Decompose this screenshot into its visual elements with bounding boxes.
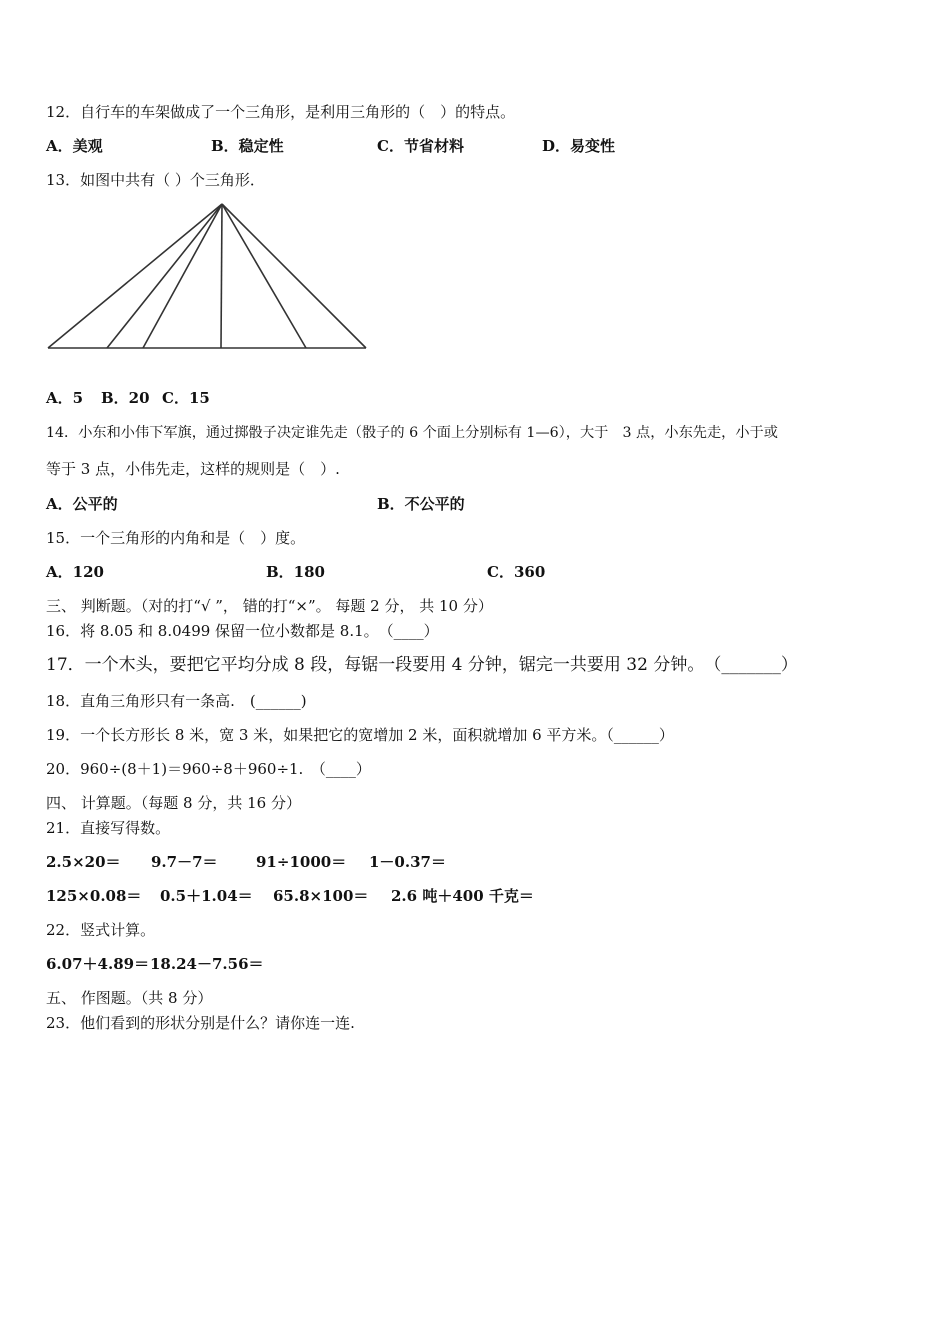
q12-option-d: D．易变性 xyxy=(542,137,616,155)
q18: 18．直角三角形只有一条高. (______) xyxy=(46,692,307,710)
q19: 19．一个长方形长 8 米，宽 3 米，如果把它的宽增加 2 米，面积就增加 6 平方米。（______） xyxy=(46,726,674,744)
section5-title: 五、 作图题。（共 8 分） xyxy=(46,989,213,1007)
calc-item: 91÷1000＝ xyxy=(256,853,347,871)
q13-triangle-figure xyxy=(40,198,380,358)
q16: 16．将 8.05 和 8.0499 保留一位小数都是 8.1。 （____） xyxy=(46,622,439,640)
section4-title: 四、 计算题。（每题 8 分，共 16 分） xyxy=(46,794,301,812)
q22: 22．竖式计算。 xyxy=(46,921,156,939)
q14-stem-line2: 等于 3 点，小伟先走，这样的规则是（ ）. xyxy=(46,460,340,478)
q14-stem-line1: 14．小东和小伟下军旗，通过掷骰子决定谁先走（骰子的 6 个面上分别标有 1—6），大于 3 点，小东先走，小于或 xyxy=(46,425,778,441)
q20: 20．960÷(8＋1)＝960÷8＋960÷1. （____） xyxy=(46,760,371,778)
q21: 21．直接写得数。 xyxy=(46,819,171,837)
calc-item: 18.24－7.56＝ xyxy=(150,955,264,973)
q15-option-b: B．180 xyxy=(266,563,325,581)
q12-option-b: B．稳定性 xyxy=(211,137,284,155)
q23: 23．他们看到的形状分别是什么？请你连一连. xyxy=(46,1014,355,1032)
q17: 17．一个木头，要把它平均分成 8 段，每锯一段要用 4 分钟，锯完一共要用 32 分钟。 （_______） xyxy=(46,655,798,675)
inner-line-3 xyxy=(221,204,222,348)
q15-option-c: C．360 xyxy=(487,563,546,581)
section3-title: 三、 判断题。（对的打“√ ”， 错的打“×”。 每题 2 分， 共 10 分） xyxy=(46,597,493,615)
calc-item: 9.7－7＝ xyxy=(151,853,218,871)
calc-item: 0.5＋1.04＝ xyxy=(160,887,253,905)
calc-item: 125×0.08＝ xyxy=(46,887,142,905)
inner-line-1 xyxy=(107,204,222,348)
calc-item: 6.07＋4.89＝ xyxy=(46,955,150,973)
side-left xyxy=(48,204,222,348)
calc-item: 2.6 吨＋400 千克＝ xyxy=(391,887,534,905)
q12-option-a: A．美观 xyxy=(46,137,103,155)
calc-item: 1－0.37＝ xyxy=(369,853,446,871)
inner-line-2 xyxy=(143,204,222,348)
q15-option-a: A．120 xyxy=(46,563,104,581)
q15-stem: 15．一个三角形的内角和是（ ）度。 xyxy=(46,529,306,547)
q12-stem: 12．自行车的车架做成了一个三角形，是利用三角形的（ ）的特点。 xyxy=(46,103,516,121)
q13-option-a: A．5 xyxy=(46,389,84,407)
q13-option-c: C．15 xyxy=(162,389,210,407)
calc-item: 2.5×20＝ xyxy=(46,853,121,871)
q14-option-a: A．公平的 xyxy=(46,495,118,513)
calc-item: 65.8×100＝ xyxy=(273,887,369,905)
q12-option-c: C．节省材料 xyxy=(377,137,464,155)
q14-option-b: B．不公平的 xyxy=(377,495,465,513)
q13-stem: 13．如图中共有（ ）个三角形． xyxy=(46,171,265,189)
q13-option-b: B．20 xyxy=(101,389,150,407)
